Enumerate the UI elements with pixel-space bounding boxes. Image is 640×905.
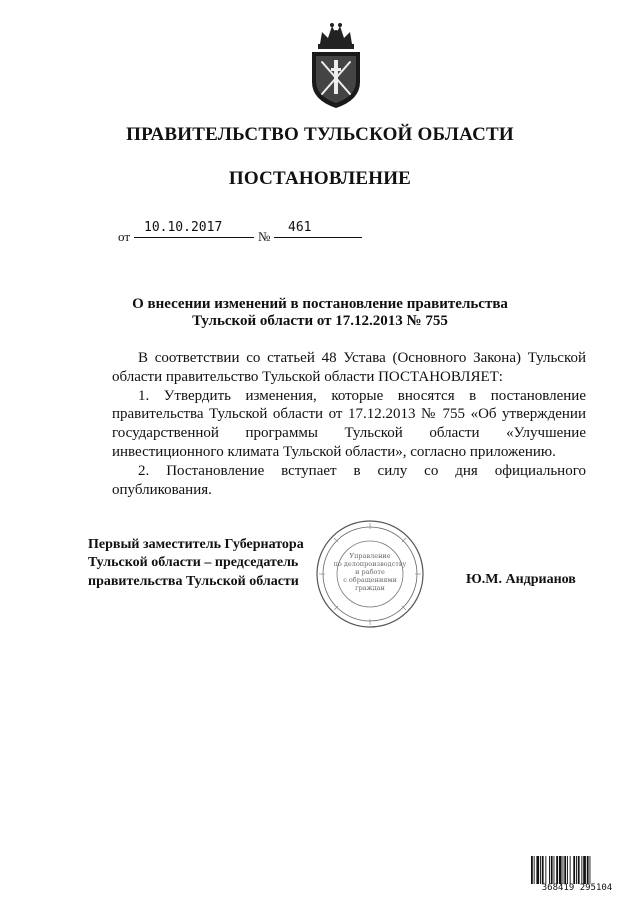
barcode-bar [581, 856, 582, 884]
document-date: 10.10.2017 [144, 220, 223, 235]
barcode-bar [542, 856, 544, 884]
document-body [112, 349, 586, 499]
svg-text:с обращениями: с обращениями [343, 576, 397, 584]
barcode-bar [587, 856, 589, 884]
barcode-number: 368419 295104 [541, 883, 613, 893]
date-prefix: от [118, 229, 131, 244]
barcode-bar [578, 856, 580, 884]
paragraph-2-line-2: правительства Тульской области от 17.12.2013 № 755 «Об утверждении [112, 406, 586, 423]
barcode-bar [545, 856, 546, 884]
barcode-bar [536, 856, 539, 884]
barcode-bar [564, 856, 566, 884]
barcode-bar [590, 856, 591, 884]
barcode-bar [549, 856, 550, 884]
barcode-bar [559, 856, 562, 884]
barcode-bar [551, 856, 553, 884]
barcode-bar [563, 856, 564, 884]
barcode-bar [531, 856, 533, 884]
subject-line-1: О внесении изменений в постановление правительства [132, 296, 508, 312]
barcode-bar [583, 856, 586, 884]
svg-text:и работе: и работе [355, 568, 385, 576]
signer-title-line-2: Тульской области – председатель [88, 555, 299, 571]
barcode-bar [534, 856, 535, 884]
paragraph-2-line-1: 1. Утвердить изменения, которые вносятся в постановление [138, 387, 586, 404]
barcode-bar [576, 856, 577, 884]
barcode-bar [540, 856, 541, 884]
government-name: ПРАВИТЕЛЬСТВО ТУЛЬСКОЙ ОБЛАСТИ [126, 124, 514, 145]
signer-name: Ю.М. Андрианов [466, 572, 576, 587]
svg-text:граждан: граждан [355, 584, 385, 592]
paragraph-1-line-2: области правительство Тульской области ПОСТАНОВЛЯЕТ: [112, 368, 503, 385]
barcode-bar [567, 856, 568, 884]
signer-title-line-1: Первый заместитель Губернатора [88, 537, 304, 552]
date-underline [134, 237, 254, 238]
paragraph-1-line-1: В соответствии со статьей 48 Устава (Основного Закона) Тульской [138, 350, 586, 366]
barcode-bar [573, 856, 575, 884]
subject-line-2: Тульской области от 17.12.2013 № 755 [192, 313, 448, 329]
paragraph-2-line-4: инвестиционного климата Тульской области», согласно приложению. [112, 443, 556, 460]
barcode-bar [556, 856, 558, 884]
paragraph-3: 2. Постановление вступает в силу со дня официального опубликования. [112, 462, 586, 498]
number-underline [274, 237, 362, 238]
number-prefix: № [258, 229, 271, 244]
registration-line [118, 220, 378, 242]
paragraph-2-line-3: государственной программы Тульской области «Улучшение [112, 425, 586, 442]
document-type: ПОСТАНОВЛЕНИЕ [228, 168, 412, 189]
signer-title-line-3: правительства Тульской области [88, 573, 299, 589]
svg-text:Управление: Управление [349, 552, 391, 560]
barcode-icon [530, 856, 624, 896]
signer-position [88, 536, 348, 591]
svg-text:по делопроизводству: по делопроизводству [333, 560, 407, 568]
barcode-bar [554, 856, 555, 884]
barcode-bar [570, 856, 571, 884]
document-number: 461 [288, 220, 312, 235]
document-subject [0, 296, 640, 330]
tula-coat-of-arms-icon [298, 20, 374, 112]
